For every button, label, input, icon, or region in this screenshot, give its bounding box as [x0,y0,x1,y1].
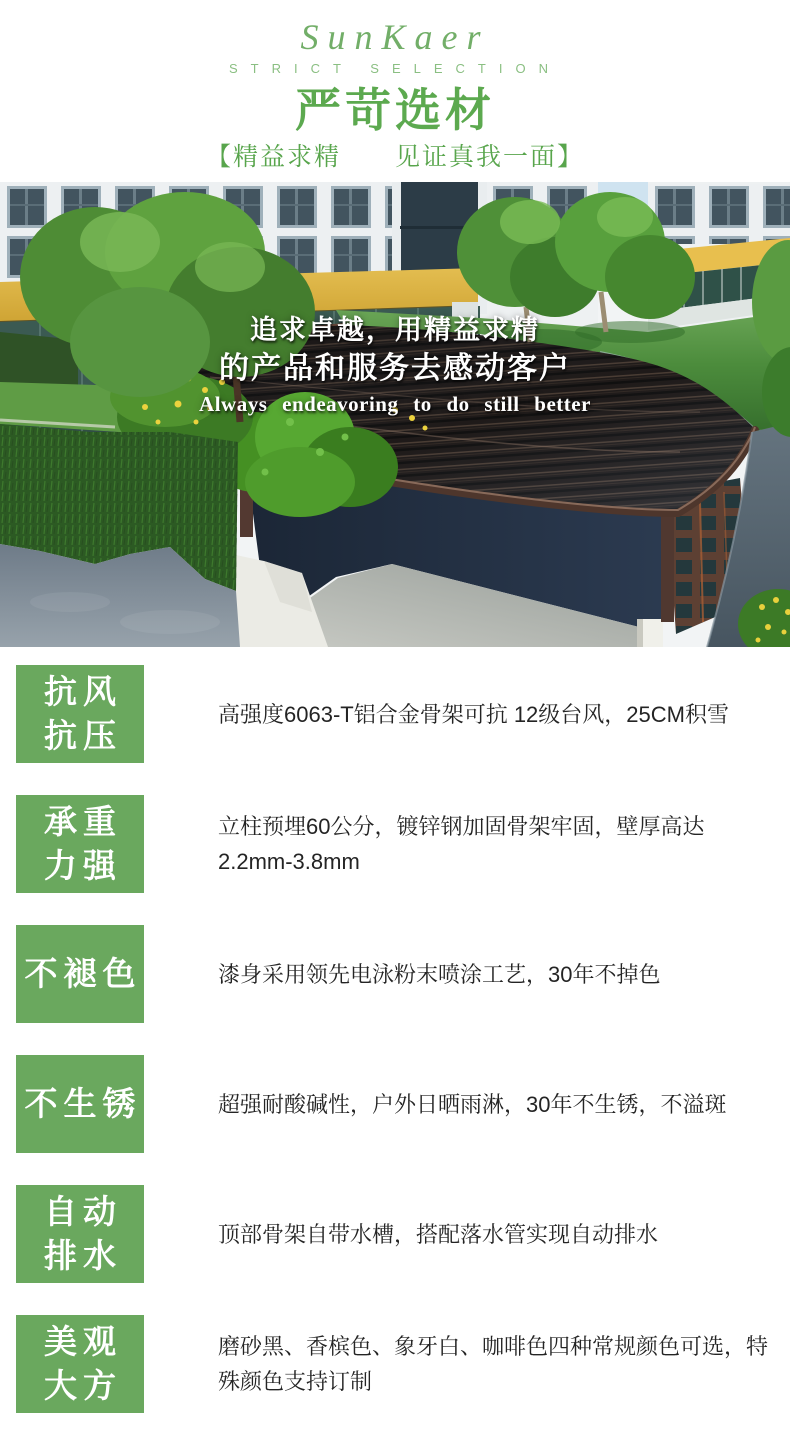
feature-row [16,795,774,893]
slogan-english: Always endeavoring to do still better [199,392,591,416]
feature-tag [16,1185,144,1283]
feature-description: 超强耐酸碱性，户外日晒雨淋，30年不生锈，不溢斑 [218,1091,727,1117]
feature-tag [16,665,144,763]
feature-tag-line: 排水 [44,1237,122,1274]
feature-row [16,1055,774,1153]
slogan-line-2: 的产品和服务去感动客户 [219,352,571,385]
slogan-line-1: 追求卓越，用精益求精 [250,315,540,345]
feature-tag [16,1055,144,1153]
feature-description: 漆身采用领先电泳粉末喷涂工艺，30年不掉色 [218,961,661,987]
feature-tag-line: 抗风 [44,673,122,710]
feature-tag-line: 大方 [44,1367,122,1404]
feature-tag-line: 美观 [44,1323,122,1360]
feature-tag [16,925,144,1023]
feature-list [0,665,790,1413]
hero-slogan [0,313,790,417]
feature-description: 立柱预埋60公分，镀锌钢加固骨架牢固，壁厚高达2.2mm-3.8mm [218,814,705,874]
feature-tag [16,1315,144,1413]
feature-row [16,1315,774,1413]
feature-tag-line: 承重 [44,803,122,840]
feature-description: 顶部骨架自带水槽，搭配落水管实现自动排水 [218,1221,659,1247]
brand-logo: SunKaer [300,17,490,57]
hero-banner [0,182,790,647]
feature-tag-line: 不褪色 [24,955,142,992]
page-title: 严苛选材 [295,85,495,136]
feature-row [16,1185,774,1283]
brand-tagline: STRICT SELECTION [228,61,561,76]
feature-tag-line: 力强 [44,847,122,884]
feature-row [16,925,774,1023]
feature-tag-line: 自动 [44,1193,122,1230]
feature-description: 高强度6063-T铝合金骨架可抗 12级台风，25CM积雪 [218,701,729,727]
feature-tag-line: 不生锈 [24,1085,142,1122]
feature-row [16,665,774,763]
feature-tag-line: 抗压 [44,717,122,754]
feature-tag [16,795,144,893]
feature-description: 磨砂黑、香槟色、象牙白、咖啡色四种常规颜色可选，特殊颜色支持订制 [218,1334,769,1394]
brand-header [0,0,790,174]
page-subtitle: 【精益求精 见证真我一面】 [205,144,584,171]
